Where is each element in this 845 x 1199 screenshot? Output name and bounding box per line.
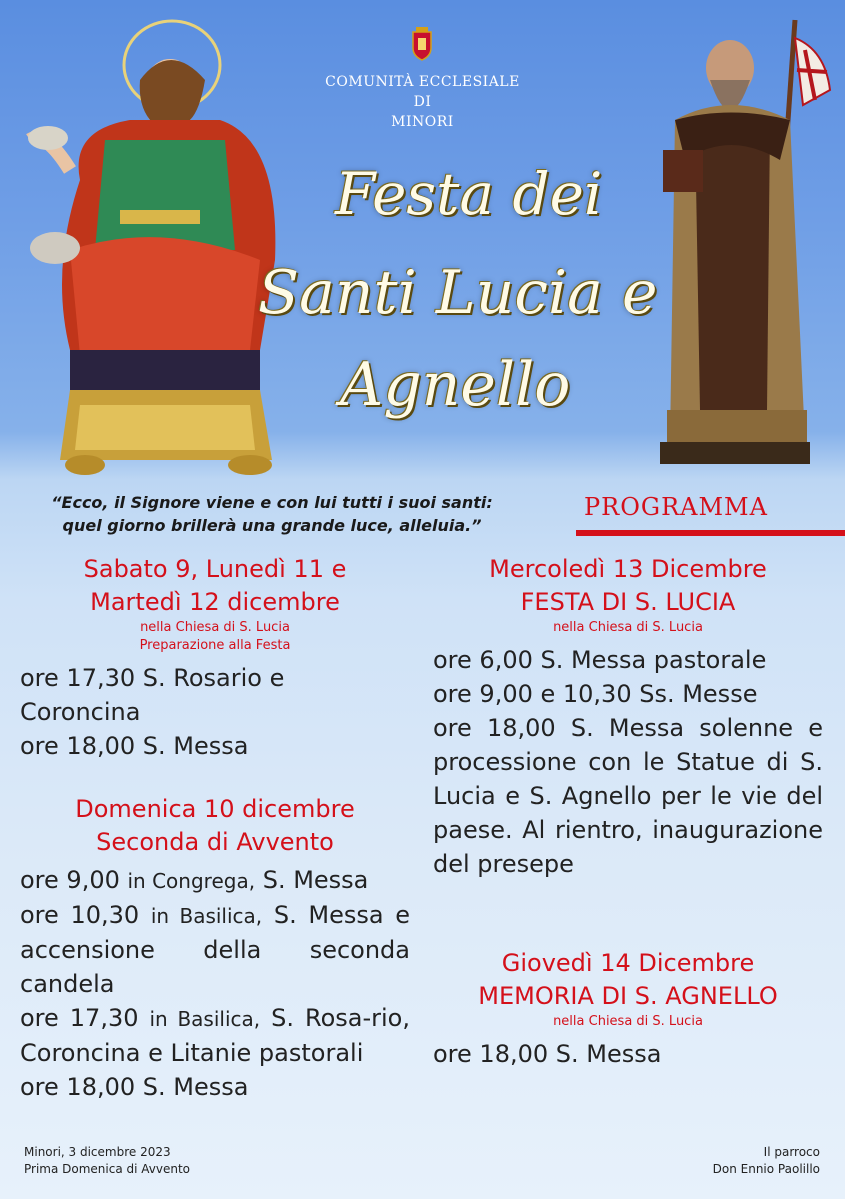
right-block1-line1: ore 6,00 S. Messa pastorale — [433, 646, 767, 674]
footer-occasion: Prima Domenica di Avvento — [24, 1162, 191, 1176]
left-block2-title2: Seconda di Avvento — [96, 828, 334, 856]
left-block1-title2: Martedì 12 dicembre — [90, 588, 340, 616]
left-block-2 — [20, 793, 410, 1104]
left-block1-sub2: Preparazione alla Festa — [139, 638, 291, 653]
location-text: in Congrega, — [127, 869, 256, 893]
left-block-1 — [20, 553, 410, 763]
footer-role: Il parroco — [763, 1145, 820, 1159]
left-block1-title1: Sabato 9, Lunedì 11 e — [83, 555, 347, 583]
event-text: S. Messa — [262, 866, 369, 894]
location-text: in Basilica, — [149, 1007, 261, 1031]
footer-right — [620, 1144, 820, 1178]
time-text: ore 10,30 — [20, 901, 140, 929]
left-block1-line2: ore 18,00 S. Messa — [20, 732, 249, 760]
quote-line-2: quel giorno brillerà una grande luce, alleluia.” — [62, 516, 482, 535]
right-block2-line1: ore 18,00 S. Messa — [433, 1040, 662, 1068]
right-block1-title2: FESTA DI S. LUCIA — [520, 588, 736, 616]
left-block1-line1: ore 17,30 S. Rosario e Coroncina — [20, 664, 285, 726]
title-line-1: Festa dei — [335, 160, 603, 228]
parish-crest-icon — [410, 26, 434, 62]
left-block1-sub1: nella Chiesa di S. Lucia — [140, 620, 290, 635]
community-line3: MINORI — [391, 114, 454, 130]
left-block2-title1: Domenica 10 dicembre — [75, 795, 355, 823]
footer-signature: Don Ennio Paolillo — [712, 1162, 820, 1176]
right-block2-title1: Giovedì 14 Dicembre — [501, 949, 755, 977]
time-text: ore 17,30 — [20, 1004, 139, 1032]
time-text: ore 9,00 — [20, 866, 120, 894]
quote-line-1: “Ecco, il Signore viene e con lui tutti i suoi santi: — [51, 493, 493, 512]
right-block1-line2: ore 9,00 e 10,30 Ss. Messe — [433, 680, 758, 708]
right-block1-title1: Mercoledì 13 Dicembre — [489, 555, 767, 583]
right-block2-sub1: nella Chiesa di S. Lucia — [553, 1014, 703, 1029]
title-line-3: Agnello — [340, 350, 571, 420]
right-block1-sub1: nella Chiesa di S. Lucia — [553, 620, 703, 635]
community-line2: DI — [413, 94, 432, 110]
scripture-quote — [22, 491, 522, 537]
left-block2-line1 — [20, 863, 410, 898]
footer-left — [24, 1144, 190, 1178]
community-line1: COMUNITÀ ECCLESIALE — [325, 74, 520, 90]
programma-rule — [576, 530, 845, 536]
santa-lucia-statue-image — [10, 10, 285, 475]
programma-heading: PROGRAMMA — [584, 493, 768, 521]
left-block2-line4: ore 18,00 S. Messa — [20, 1073, 249, 1101]
right-block-1 — [433, 553, 823, 881]
community-heading — [300, 72, 545, 132]
right-block-2 — [433, 947, 823, 1071]
footer-date: Minori, 3 dicembre 2023 — [24, 1145, 171, 1159]
right-block1-line3: ore 18,00 S. Messa solenne e processione con le Statue di S. Lucia e S. Agnello per le vie del paese. Al rientro, inaugurazione del presepe — [433, 714, 823, 878]
event-text: S. Rosa-rio, Coroncina e Litanie pastorali — [20, 1004, 410, 1067]
title-line-2: Santi Lucia e — [258, 258, 658, 328]
location-text: in Basilica, — [150, 904, 263, 928]
event-text: S. Messa e accensione della seconda candela — [20, 901, 410, 998]
left-block2-line3 — [20, 1001, 410, 1070]
right-block2-title2: MEMORIA DI S. AGNELLO — [478, 982, 778, 1010]
sant-agnello-statue-image — [655, 10, 840, 470]
left-block2-line2 — [20, 898, 410, 1001]
